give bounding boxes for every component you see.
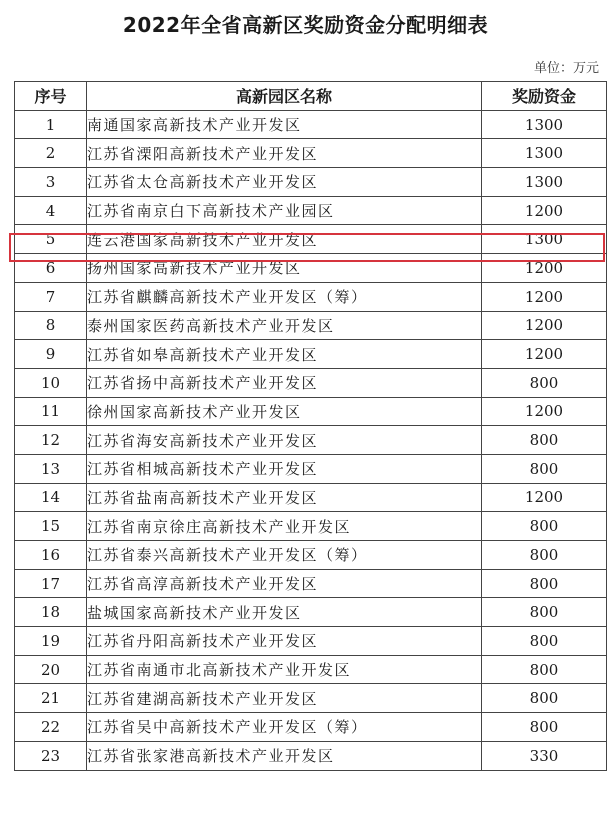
zone-name: 江苏省吴中高新技术产业开发区（筹） xyxy=(87,713,482,742)
row-number: 13 xyxy=(15,454,87,483)
column-header-name: 高新园区名称 xyxy=(87,82,482,111)
table-row xyxy=(15,655,607,684)
row-number: 7 xyxy=(15,282,87,311)
award-amount: 1200 xyxy=(482,282,607,311)
row-number: 8 xyxy=(15,311,87,340)
zone-name: 江苏省海安高新技术产业开发区 xyxy=(87,426,482,455)
table-row xyxy=(15,598,607,627)
column-header-amount: 奖励资金 xyxy=(482,82,607,111)
page-title: 2022年全省高新区奖励资金分配明细表 xyxy=(122,13,489,37)
zone-name: 江苏省南京徐庄高新技术产业开发区 xyxy=(87,512,482,541)
zone-name: 江苏省张家港高新技术产业开发区 xyxy=(87,741,482,770)
table-row xyxy=(15,684,607,713)
table-row xyxy=(15,454,607,483)
award-amount: 1300 xyxy=(482,110,607,139)
table-row xyxy=(15,426,607,455)
row-number: 5 xyxy=(15,225,87,254)
row-number: 3 xyxy=(15,168,87,197)
award-amount: 1300 xyxy=(482,225,607,254)
row-number: 17 xyxy=(15,569,87,598)
row-number: 2 xyxy=(15,139,87,168)
table-row xyxy=(15,139,607,168)
zone-name: 扬州国家高新技术产业开发区 xyxy=(87,254,482,283)
award-amount: 800 xyxy=(482,512,607,541)
table-row xyxy=(15,397,607,426)
award-amount: 800 xyxy=(482,454,607,483)
table-row xyxy=(15,741,607,770)
row-number: 11 xyxy=(15,397,87,426)
row-number: 9 xyxy=(15,340,87,369)
table-row xyxy=(15,196,607,225)
zone-name: 江苏省泰兴高新技术产业开发区（筹） xyxy=(87,541,482,570)
table-row xyxy=(15,282,607,311)
row-number: 14 xyxy=(15,483,87,512)
award-amount: 800 xyxy=(482,655,607,684)
table-row xyxy=(15,512,607,541)
zone-name: 盐城国家高新技术产业开发区 xyxy=(87,598,482,627)
award-amount: 800 xyxy=(482,627,607,656)
table-row xyxy=(15,713,607,742)
award-amount: 800 xyxy=(482,684,607,713)
table-row xyxy=(15,368,607,397)
table-row xyxy=(15,340,607,369)
table-body xyxy=(15,110,607,770)
zone-name: 江苏省丹阳高新技术产业开发区 xyxy=(87,627,482,656)
zone-name: 江苏省南京白下高新技术产业园区 xyxy=(87,196,482,225)
row-number: 20 xyxy=(15,655,87,684)
award-amount: 1200 xyxy=(482,254,607,283)
unit-note: 单位：万元 xyxy=(533,61,599,76)
table-row xyxy=(15,110,607,139)
table-row xyxy=(15,225,607,254)
award-amount: 1200 xyxy=(482,196,607,225)
row-number: 16 xyxy=(15,541,87,570)
award-amount: 800 xyxy=(482,426,607,455)
award-amount: 1200 xyxy=(482,483,607,512)
row-number: 10 xyxy=(15,368,87,397)
row-number: 12 xyxy=(15,426,87,455)
award-amount: 800 xyxy=(482,541,607,570)
zone-name: 连云港国家高新技术产业开发区 xyxy=(87,225,482,254)
zone-name: 江苏省相城高新技术产业开发区 xyxy=(87,454,482,483)
award-amount: 1300 xyxy=(482,139,607,168)
award-amount: 800 xyxy=(482,569,607,598)
award-amount: 1300 xyxy=(482,168,607,197)
row-number: 19 xyxy=(15,627,87,656)
award-amount: 1200 xyxy=(482,340,607,369)
table-row xyxy=(15,569,607,598)
table-header-row xyxy=(15,82,607,111)
award-amount: 800 xyxy=(482,598,607,627)
table-row xyxy=(15,483,607,512)
zone-name: 江苏省南通市北高新技术产业开发区 xyxy=(87,655,482,684)
zone-name: 江苏省建湖高新技术产业开发区 xyxy=(87,684,482,713)
award-amount: 800 xyxy=(482,713,607,742)
award-amount: 800 xyxy=(482,368,607,397)
zone-name: 江苏省太仓高新技术产业开发区 xyxy=(87,168,482,197)
row-number: 18 xyxy=(15,598,87,627)
row-number: 4 xyxy=(15,196,87,225)
zone-name: 南通国家高新技术产业开发区 xyxy=(87,110,482,139)
zone-name: 江苏省高淳高新技术产业开发区 xyxy=(87,569,482,598)
zone-name: 江苏省如皋高新技术产业开发区 xyxy=(87,340,482,369)
row-number: 21 xyxy=(15,684,87,713)
award-amount: 1200 xyxy=(482,311,607,340)
table-row xyxy=(15,254,607,283)
award-table xyxy=(14,81,607,771)
zone-name: 江苏省溧阳高新技术产业开发区 xyxy=(87,139,482,168)
row-number: 23 xyxy=(15,741,87,770)
zone-name: 江苏省麒麟高新技术产业开发区（筹） xyxy=(87,282,482,311)
table-row xyxy=(15,541,607,570)
zone-name: 徐州国家高新技术产业开发区 xyxy=(87,397,482,426)
zone-name: 江苏省盐南高新技术产业开发区 xyxy=(87,483,482,512)
table-row xyxy=(15,627,607,656)
zone-name: 江苏省扬中高新技术产业开发区 xyxy=(87,368,482,397)
table-row xyxy=(15,168,607,197)
zone-name: 泰州国家医药高新技术产业开发区 xyxy=(87,311,482,340)
award-amount: 1200 xyxy=(482,397,607,426)
column-header-no: 序号 xyxy=(15,82,87,111)
row-number: 22 xyxy=(15,713,87,742)
row-number: 1 xyxy=(15,110,87,139)
row-number: 6 xyxy=(15,254,87,283)
row-number: 15 xyxy=(15,512,87,541)
award-amount: 330 xyxy=(482,741,607,770)
table-row xyxy=(15,311,607,340)
